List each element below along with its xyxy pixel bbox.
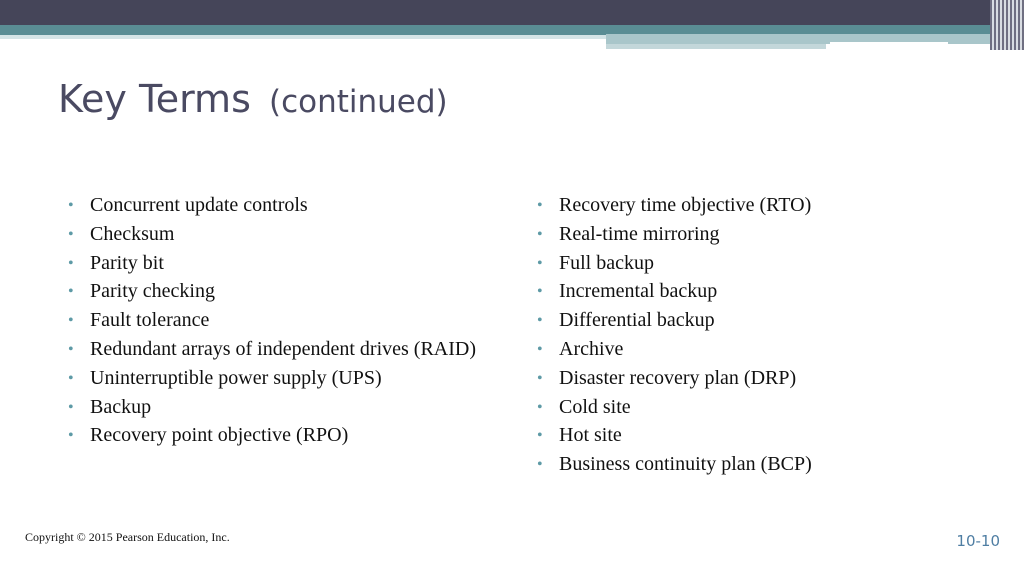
slide-title-main: Key Terms (58, 77, 251, 121)
bullet-icon: • (537, 456, 543, 474)
list-item (537, 193, 977, 218)
header-accent-highlight (830, 42, 948, 45)
list-item (68, 279, 488, 304)
list-item (537, 452, 977, 477)
list-item-text: Business continuity plan (BCP) (559, 453, 812, 476)
list-item (68, 337, 488, 362)
right-column (537, 193, 977, 481)
list-item-text: Disaster recovery plan (DRP) (559, 366, 797, 389)
list-item-text: Full backup (559, 251, 654, 274)
list-item-text: Redundant arrays of independent drives (RAID) (90, 337, 476, 360)
list-item (537, 423, 977, 448)
slide-title (58, 74, 448, 127)
left-column (68, 193, 488, 452)
bullet-icon: • (68, 369, 74, 387)
list-item (537, 395, 977, 420)
header-accent-bar-secondary (606, 44, 826, 49)
list-item-text: Uninterruptible power supply (UPS) (90, 366, 382, 389)
bullet-icon: • (537, 312, 543, 330)
list-item (537, 279, 977, 304)
list-item-text: Differential backup (559, 309, 715, 332)
bullet-icon: • (68, 225, 74, 243)
list-item-text: Archive (559, 337, 624, 360)
bullet-icon: • (537, 254, 543, 272)
header-accent-bar (606, 34, 1024, 44)
page-number: 10-10 (956, 532, 1000, 550)
list-item (68, 251, 488, 276)
list-item-text: Parity checking (90, 280, 215, 303)
bullet-icon: • (68, 340, 74, 358)
bullet-icon: • (537, 398, 543, 416)
bullet-icon: • (537, 283, 543, 301)
list-item (68, 395, 488, 420)
bullet-icon: • (68, 283, 74, 301)
list-item (537, 337, 977, 362)
list-item-text: Fault tolerance (90, 309, 210, 332)
list-item (68, 193, 488, 218)
bullet-icon: • (68, 427, 74, 445)
list-item (68, 423, 488, 448)
slide-title-suffix: (continued) (268, 84, 448, 120)
bullet-icon: • (537, 369, 543, 387)
list-item (68, 308, 488, 333)
list-item (537, 308, 977, 333)
bullet-icon: • (68, 398, 74, 416)
list-item-text: Parity bit (90, 251, 164, 274)
right-term-list (537, 193, 977, 477)
list-item-text: Backup (90, 395, 152, 418)
list-item-text: Incremental backup (559, 280, 718, 303)
bullet-icon: • (537, 225, 543, 243)
list-item-text: Recovery time objective (RTO) (559, 194, 812, 216)
bullet-icon: • (537, 340, 543, 358)
header-stripes (990, 0, 1024, 50)
list-item (537, 222, 977, 247)
list-item (537, 366, 977, 391)
list-item (68, 366, 488, 391)
bullet-icon: • (68, 312, 74, 330)
list-item-text: Checksum (90, 222, 175, 245)
bullet-icon: • (537, 197, 543, 214)
bullet-icon: • (68, 254, 74, 272)
list-item-text: Concurrent update controls (90, 194, 308, 216)
copyright-notice: Copyright © 2015 Pearson Education, Inc. (25, 530, 230, 544)
list-item (68, 222, 488, 247)
list-item (537, 251, 977, 276)
bullet-icon: • (537, 427, 543, 445)
list-item-text: Cold site (559, 395, 631, 418)
list-item-text: Recovery point objective (RPO) (90, 424, 349, 447)
list-item-text: Real-time mirroring (559, 222, 720, 245)
header-band-dark (0, 0, 1024, 25)
left-term-list (68, 193, 488, 448)
list-item-text: Hot site (559, 424, 622, 447)
bullet-icon: • (68, 197, 74, 214)
